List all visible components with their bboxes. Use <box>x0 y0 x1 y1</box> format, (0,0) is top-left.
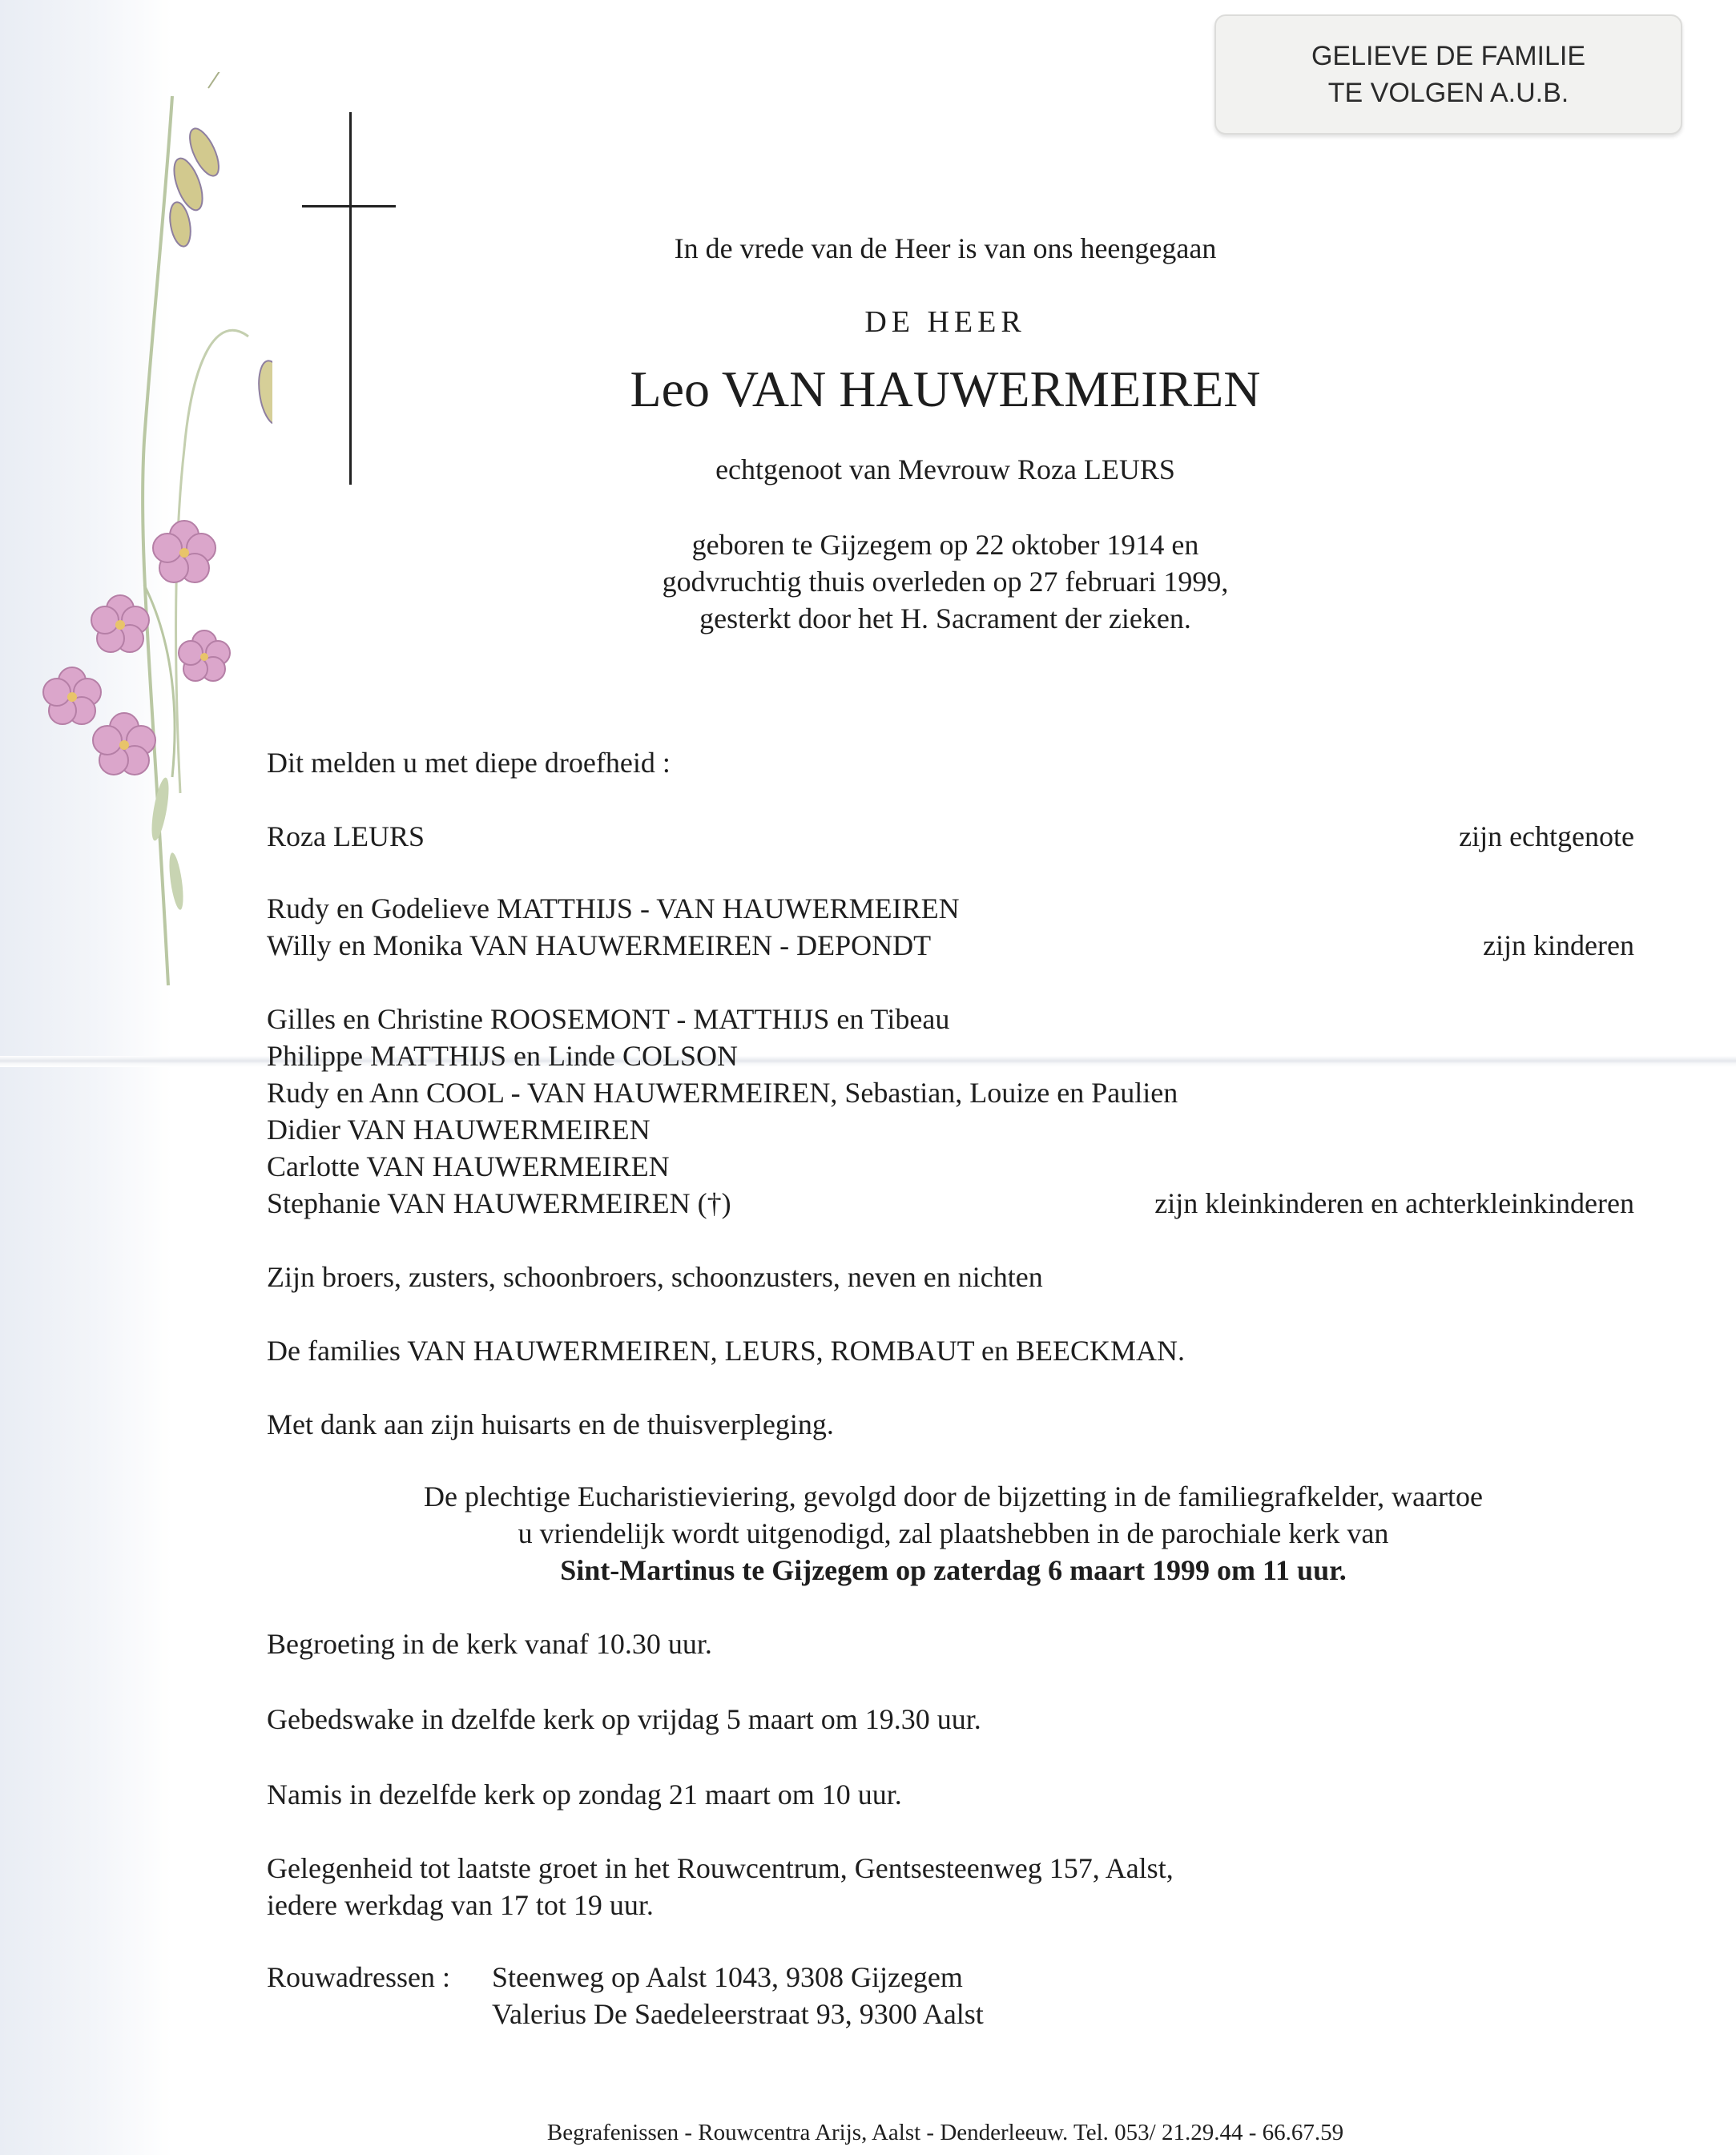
grandchild-3: Rudy en Ann COOL - VAN HAUWERMEIREN, Sebastian, Louize en Paulien <box>267 1077 1178 1109</box>
cross-vertical <box>349 112 352 485</box>
fold-line <box>0 1056 1736 1067</box>
grandchild-6: Stephanie VAN HAUWERMEIREN (†) <box>267 1187 731 1219</box>
spouse-role: zijn echtgenote <box>1459 820 1634 852</box>
mass-line: Namis in dezelfde kerk op zondag 21 maart om 10 uur. <box>267 1778 902 1811</box>
families-line: De families VAN HAUWERMEIREN, LEURS, ROMBAUT en BEECKMAN. <box>267 1335 1185 1367</box>
cross-horizontal <box>302 205 396 207</box>
death-line: godvruchtig thuis overleden op 27 februari 1999, <box>662 566 1229 598</box>
floral-illustration <box>32 72 272 1001</box>
wheat-ear-lower <box>256 359 272 469</box>
farewell-line-2: iedere werkdag van 17 tot 19 uur. <box>267 1889 654 1921</box>
intro-line: In de vrede van de Heer is van ons heengegaan <box>674 232 1217 264</box>
greeting-line: Begroeting in de kerk vanaf 10.30 uur. <box>267 1628 712 1660</box>
siblings-line: Zijn broers, zusters, schoonbroers, schoonzusters, neven en nichten <box>267 1261 1043 1293</box>
deceased-name: Leo VAN HAUWERMEIREN <box>630 361 1261 417</box>
grandchild-1: Gilles en Christine ROOSEMONT - MATTHIJS en Tibeau <box>267 1003 950 1035</box>
pink-flowers <box>43 521 230 775</box>
child-1: Rudy en Godelieve MATTHIJS - VAN HAUWERMEIREN <box>267 892 960 924</box>
address-2: Valerius De Saedeleerstraat 93, 9300 Aalst <box>492 1998 984 2030</box>
farewell-line-1: Gelegenheid tot laatste groet in het Rouwcentrum, Gentsesteenweg 157, Aalst, <box>267 1852 1174 1884</box>
spouse-line: echtgenoot van Mevrouw Roza LEURS <box>715 453 1175 485</box>
funeral-home-footer: Begrafenissen - Rouwcentra Arijs, Aalst - Denderleeuw. Tel. 053/ 21.29.44 - 66.67.59 <box>546 2120 1344 2145</box>
address-1: Steenweg op Aalst 1043, 9308 Gijzegem <box>492 1961 963 1993</box>
service-line-3: Sint-Martinus te Gijzegem op zaterdag 6 maart 1999 om 11 uur. <box>560 1554 1347 1586</box>
service-line-1: De plechtige Eucharistieviering, gevolgd door de bijzetting in de familiegrafkelder, waartoe <box>423 1480 1484 1513</box>
wheat-ear-upper <box>167 125 224 248</box>
sticker-line-1: GELIEVE DE FAMILIE <box>1311 41 1585 71</box>
spouse-name: Roza LEURS <box>267 820 425 852</box>
grandchild-2: Philippe MATTHIJS en Linde COLSON <box>267 1040 738 1072</box>
birth-line: geboren te Gijzegem op 22 oktober 1914 en <box>691 529 1199 561</box>
children-role: zijn kinderen <box>1483 929 1634 961</box>
grandchild-4: Didier VAN HAUWERMEIREN <box>267 1114 650 1146</box>
sticker-line-2: TE VOLGEN A.U.B. <box>1327 78 1569 108</box>
service-line-2: u vriendelijk wordt uitgenodigd, zal plaatshebben in de parochiale kerk van <box>518 1517 1389 1549</box>
addresses-label: Rouwadressen : <box>267 1961 450 1993</box>
sacrament-line: gesterkt door het H. Sacrament der zieken. <box>699 602 1191 634</box>
child-2: Willy en Monika VAN HAUWERMEIREN - DEPONDT <box>267 929 932 961</box>
grandchildren-role: zijn kleinkinderen en achterkleinkinderen <box>1154 1187 1634 1219</box>
thanks-line: Met dank aan zijn huisarts en de thuisverpleging. <box>267 1408 834 1440</box>
honorific: DE HEER <box>864 305 1026 339</box>
announcement-intro: Dit melden u met diepe droefheid : <box>267 747 671 779</box>
leaves <box>148 776 186 910</box>
follow-family-sticker <box>1214 14 1682 135</box>
grandchild-5: Carlotte VAN HAUWERMEIREN <box>267 1150 670 1182</box>
vigil-line: Gebedswake in dzelfde kerk op vrijdag 5 maart om 19.30 uur. <box>267 1703 981 1735</box>
